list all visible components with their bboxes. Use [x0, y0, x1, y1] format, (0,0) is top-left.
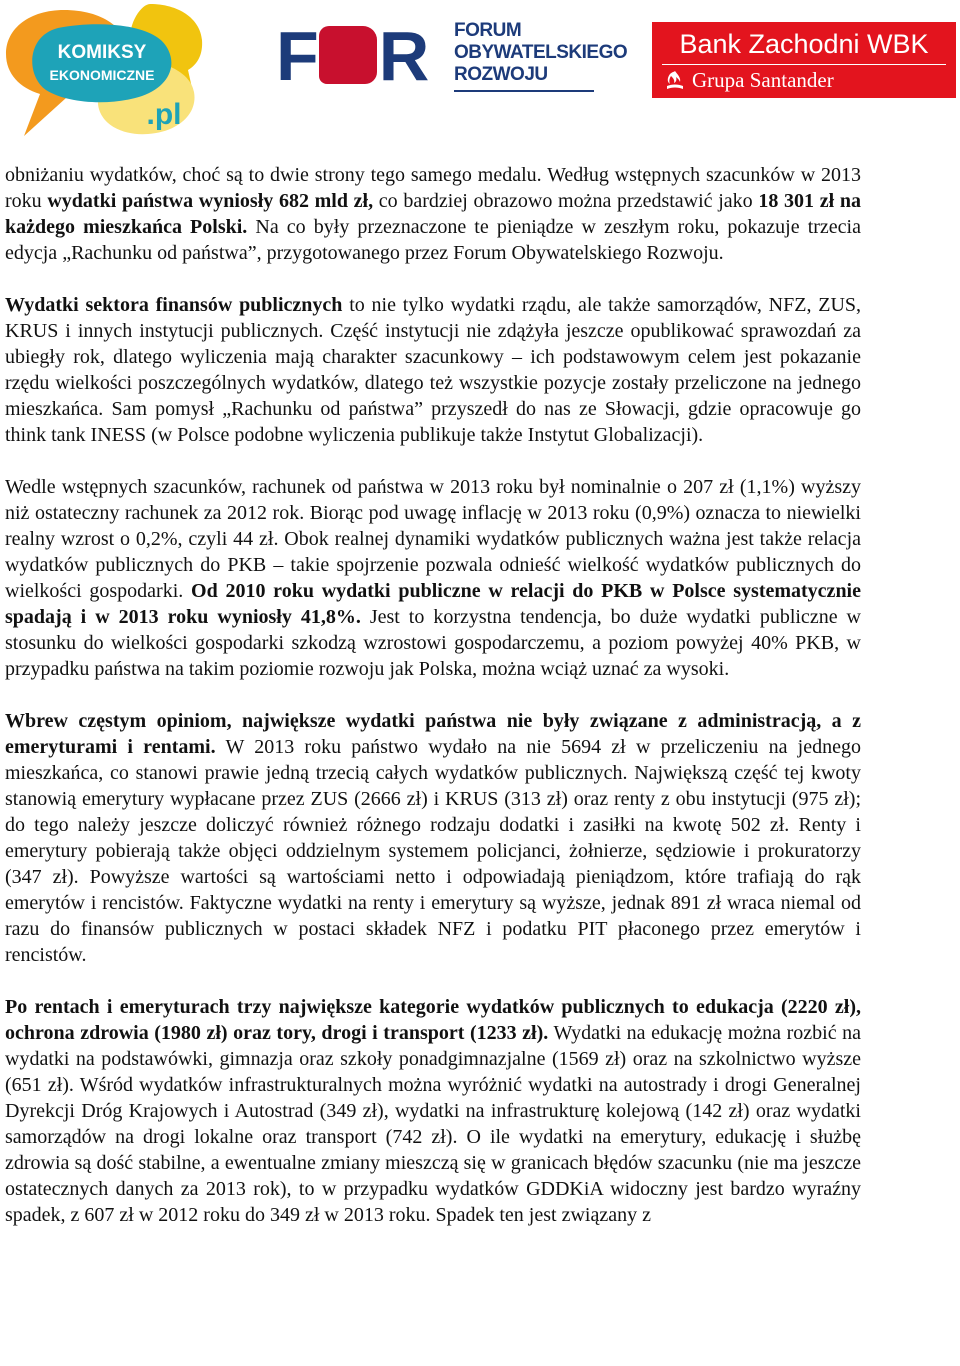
body-text: obniżaniu wydatków, choć są to dwie strony tego samego medalu. Według wstępnych szacunków w 2013 roku — [5, 164, 861, 212]
article-body — [5, 162, 861, 1254]
body-text: Wydatki na edukację można rozbić na wydatki na podstawówki, gimnazja oraz szkoły ponadgimnazjalne (1569 zł) oraz na szkolnictwo wyższe (651 zł). Wśród wydatków infrastrukturalnych można wyróżnić wydatki na autostrady i drogi Generalnej Dyrekcji Dróg Krajowych i Autostrad (349 zł), wydatki na infrastrukturę kolejową (142 zł) oraz wydatki samorządów na drogi lokalne oraz transport (742 zł). O ile wydatki na emerytury, edukację i służbę zdrowia są dość stabilne, a ewentualne zmiany mieszczą się w granicach błędów szacunku (nie ma jeszcze ostatecznych danych za 2013 rok), to w przypadku wydatków GDDKiA widoczny jest bardzo wyraźny spadek, z 607 zł w 2012 roku do 349 zł w 2013 roku. Spadek ten jest związany z — [5, 1022, 861, 1226]
for-letters: F R — [276, 17, 428, 95]
bank-name: Bank Zachodni WBK — [679, 29, 929, 59]
body-text: Na co były przeznaczone te pieniądze w zeszłym roku, pokazuje trzecia edycja „Rachunku od państwa”, przygotowanego przez Forum Obywatelskiego Rozwoju. — [5, 216, 861, 264]
komiksy-suffix: .pl — [146, 98, 182, 131]
for-underline — [454, 90, 594, 92]
komiksy-ekonomiczne-logo — [2, 2, 217, 140]
bold-text: wydatki państwa wyniosły 682 mld zł, — [47, 190, 374, 212]
komiksy-line1: KOMIKSY — [57, 42, 147, 63]
body-text: co bardziej obrazowo można przedstawić jako — [373, 190, 759, 212]
speech-bubbles-icon — [2, 2, 217, 140]
bank-zachodni-wbk-logo — [652, 22, 956, 98]
article-paragraph — [5, 994, 861, 1228]
article-paragraph — [5, 292, 861, 448]
bold-text: Wbrew częstym opiniom, największe wydatki państwa nie były związane z administracją, a z emeryturami i rentami. — [5, 710, 861, 758]
body-text: to nie tylko wydatki rządu, ale także samorządów, NFZ, ZUS, KRUS i innych instytucji publicznych. Część instytucji nie zdążyła jeszcze opublikować sprawozdań za ubiegły rok, dlatego wyliczenia mają charakter szacunkowy – ich podstawowym celem jest pokazanie rzędu wielkości poszczególnych wydatków, dlatego też wszystkie pozycje zostały przeliczone na jednego mieszkańca. Sam pomysł „Rachunku od państwa” przyszedł do nas ze Słowacji, gdzie opracowuje go think tank INESS (w Polsce podobne wyliczenia publikuje także Instytut Globalizacji). — [5, 294, 862, 446]
body-text: W 2013 roku państwo wydało na nie 5694 zł w przeliczeniu na jednego mieszkańca, co stanowi prawie jedną trzecią całych wydatków publicznych. Największą część tej kwoty stanowią emerytury wypłacane przez ZUS (2666 zł) i KRUS (313 zł) oraz renty z obu instytucji (975 zł); do tego należy jeszcze doliczyć również różnego rodzaju dodatki i zasiłki na kwotę 502 zł. Renty i emerytury pobierają także objęci oddzielnym systemem policjanci, żołnierze, sędziowie i prokuratorzy (347 zł). Powyższe wartości są wartościami netto i odpowiadają pieniądzom, które trafiają do rąk emerytów i rencistów. Faktyczne wydatki na renty i emerytury są wyższe, jednak 891 zł wraca niemal od razu do finansów publicznych w postaci składek NFZ i podatku PIT płaconego przez emerytów i rencistów. — [5, 736, 861, 966]
komiksy-line2: EKONOMICZNE — [49, 67, 155, 83]
for-name-line2: OBYWATELSKIEGO — [454, 42, 628, 63]
article-paragraph — [5, 474, 861, 682]
article-paragraph — [5, 708, 861, 968]
forum-obywatelskiego-rozwoju-logo — [276, 17, 628, 98]
bold-text: Po rentach i emeryturach trzy największe kategorie wydatków publicznych to edukacja (2220 zł), ochrona zdrowia (1980 zł) oraz tory, drogi i transport (1233 zł). — [5, 996, 861, 1044]
body-text: Wedle wstępnych szacunków, rachunek od państwa w 2013 roku był nominalnie o 207 zł (1,1%) wyższy niż ostateczny rachunek za 2012 rok. Biorąc pod uwagę inflację w 2013 roku (0,9%) oznacza to niewielki realny wzrost o 0,2%, czyli 44 zł. Obok realnej dynamiki wydatków publicznych ważna jest także relacja wydatków publicznych do PKB – takie spojrzenie pozwala odnieść wielkość wydatków publicznych do wielkości gospodarki. — [5, 476, 861, 602]
article-paragraph — [5, 162, 861, 266]
bold-text: Od 2010 roku wydatki publiczne w relacji do PKB w Polsce systematycznie spadają i w 2013 roku wyniosły 41,8%. — [5, 580, 861, 628]
for-name — [454, 20, 627, 86]
page-header — [0, 0, 960, 150]
poland-map-icon — [319, 26, 377, 84]
bold-text: Wydatki sektora finansów publicznych — [5, 294, 343, 316]
bank-group: Grupa Santander — [692, 68, 834, 92]
bank-divider — [662, 64, 946, 65]
for-name-line3: ROZWOJU — [454, 64, 548, 85]
body-text: Jest to korzystna tendencja, bo duże wydatki publiczne w stosunku do wielkości gospodarki szkodzą wzrostowi gospodarczemu, a poziom powyżej 40% PKB, w przypadku państwa na takim poziomie rozwoju jak Polska, można wciąż uznać za wysoki. — [5, 606, 861, 680]
bold-text: 18 301 zł na każdego mieszkańca Polski. — [5, 190, 861, 238]
for-name-line1: FORUM — [454, 20, 522, 41]
flame-icon — [664, 70, 686, 92]
